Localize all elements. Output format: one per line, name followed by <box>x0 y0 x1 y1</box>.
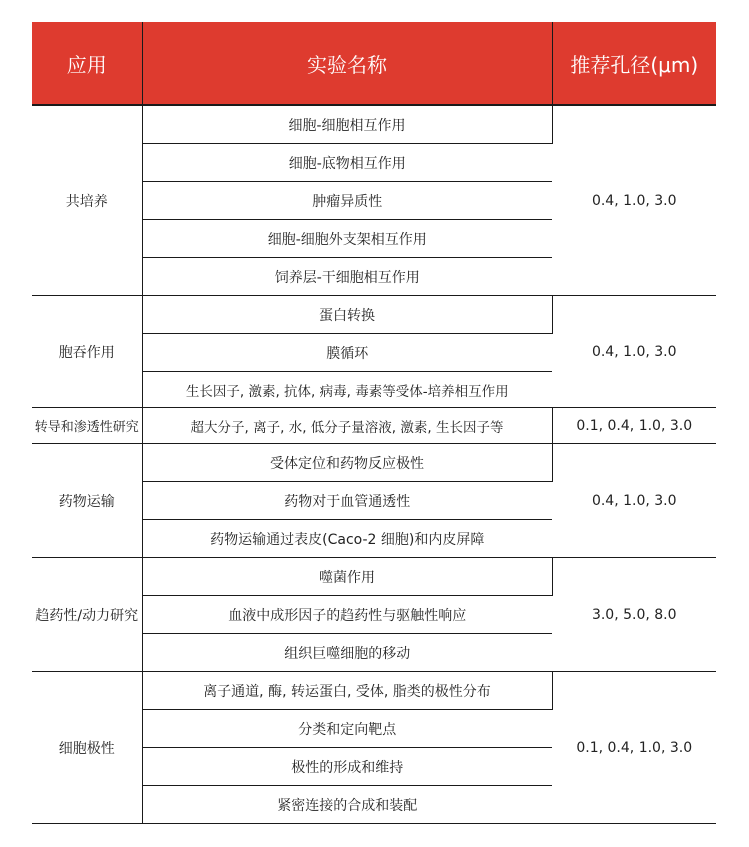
experiment-cell: 紧密连接的合成和装配 <box>142 786 552 824</box>
application-cell: 趋药性/动力研究 <box>32 558 142 672</box>
experiment-cell: 组织巨噬细胞的移动 <box>142 634 552 672</box>
experiment-cell: 噬菌作用 <box>142 558 552 596</box>
pore-size-cell: 0.4, 1.0, 3.0 <box>552 105 716 296</box>
pore-size-cell: 0.1, 0.4, 1.0, 3.0 <box>552 408 716 444</box>
experiment-cell: 药物对于血管通透性 <box>142 482 552 520</box>
header-application: 应用 <box>32 22 142 105</box>
table-row <box>32 105 716 144</box>
header-experiment: 实验名称 <box>142 22 552 105</box>
experiment-cell: 离子通道, 酶, 转运蛋白, 受体, 脂类的极性分布 <box>142 672 552 710</box>
experiment-cell: 肿瘤异质性 <box>142 182 552 220</box>
table-row <box>32 408 716 444</box>
application-cell: 药物运输 <box>32 444 142 558</box>
header-row <box>32 22 716 105</box>
experiment-cell: 细胞-细胞外支架相互作用 <box>142 220 552 258</box>
experiment-cell: 饲养层-干细胞相互作用 <box>142 258 552 296</box>
pore-size-cell: 0.1, 0.4, 1.0, 3.0 <box>552 672 716 824</box>
application-table <box>32 22 716 824</box>
experiment-cell: 生长因子, 激素, 抗体, 病毒, 毒素等受体-培养相互作用 <box>142 372 552 408</box>
experiment-cell: 蛋白转换 <box>142 296 552 334</box>
pore-size-cell: 0.4, 1.0, 3.0 <box>552 444 716 558</box>
experiment-cell: 极性的形成和维持 <box>142 748 552 786</box>
pore-size-cell: 0.4, 1.0, 3.0 <box>552 296 716 408</box>
experiment-cell: 分类和定向靶点 <box>142 710 552 748</box>
pore-size-cell: 3.0, 5.0, 8.0 <box>552 558 716 672</box>
experiment-cell: 受体定位和药物反应极性 <box>142 444 552 482</box>
application-cell: 细胞极性 <box>32 672 142 824</box>
experiment-cell: 细胞-细胞相互作用 <box>142 105 552 144</box>
table-header <box>32 22 716 105</box>
table-row <box>32 558 716 596</box>
table-container <box>32 22 716 824</box>
application-cell: 共培养 <box>32 105 142 296</box>
experiment-cell: 膜循环 <box>142 334 552 372</box>
table-row <box>32 672 716 710</box>
table-row <box>32 296 716 334</box>
experiment-cell: 超大分子, 离子, 水, 低分子量溶液, 激素, 生长因子等 <box>142 408 552 444</box>
experiment-cell: 血液中成形因子的趋药性与驱触性响应 <box>142 596 552 634</box>
application-cell: 胞吞作用 <box>32 296 142 408</box>
application-cell: 转导和渗透性研究 <box>32 408 142 444</box>
experiment-cell: 细胞-底物相互作用 <box>142 144 552 182</box>
table-body <box>32 105 716 824</box>
header-pore-size: 推荐孔径(μm) <box>552 22 716 105</box>
experiment-cell: 药物运输通过表皮(Caco-2 细胞)和内皮屏障 <box>142 520 552 558</box>
table-row <box>32 444 716 482</box>
